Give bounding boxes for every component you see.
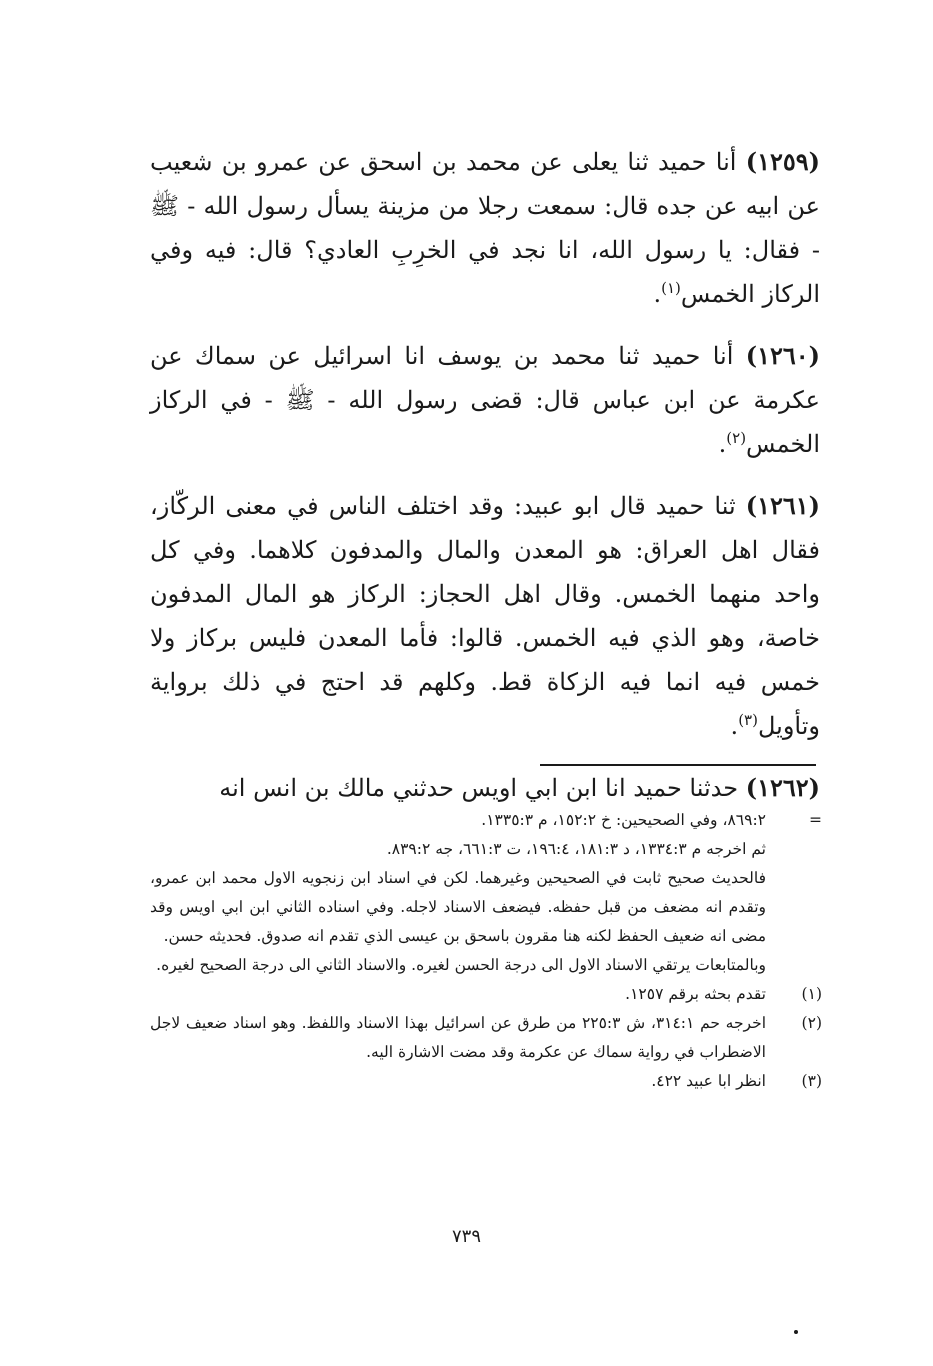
hadith-text: أنا حميد ثنا محمد بن يوسف انا اسرائيل عن سماك عن عكرمة عن ابن عباس قال: قضى رسول الله - ﷺ - في الركاز الخمس xyxy=(150,342,820,458)
footnote-marker: (١) xyxy=(801,985,822,1003)
footnote-continuation xyxy=(150,806,822,835)
page-number: ٧٣٩ xyxy=(451,1226,481,1247)
footnote-marker xyxy=(766,951,822,980)
hadith-text: أنا حميد ثنا يعلى عن محمد بن اسحق عن عمرو بن شعيب عن ابيه عن جده قال: سمعت رجلا من مزينة يسأل رسول الله - ﷺ - فقال: يا رسول الله، انا نجد في الخرِبِ العادي؟ قال: فيه وفي الركاز الخمس xyxy=(150,148,820,308)
footnote-continuation xyxy=(150,835,822,864)
hadith-text: ثنا حميد قال ابو عبيد: وقد اختلف الناس في معنى الركّاز، فقال اهل العراق: هو المعدن والمال والمدفون كلاهما. وفي كل واحد منهما الخمس. وقال اهل الحجاز: الركاز هو المال المدفون خاصة، وهو الذي فيه الخمس. قالوا: فأما المعدن فليس بركاز ولا خمس فيه انما فيه الزكاة قط. وكلهم قد احتج في ذلك برواية وتأويل xyxy=(150,492,821,740)
footnote-ref: (١) xyxy=(661,279,681,297)
hadith-number: (١٢٦١) xyxy=(745,491,821,520)
footnote-text: اخرجه حم ٣١٤:١، ش ٢٢٥:٣ من طرق عن اسرائيل بهذا الاسناد واللفظ. وهو اسناد ضعيف لاجل الاضطراب في رواية سماك عن عكرمة وقد مضت الاشارة اليه. xyxy=(150,1014,766,1061)
stray-mark xyxy=(794,1330,798,1334)
footnote-marker: = xyxy=(809,811,822,829)
footnote-ref: (٢) xyxy=(726,429,747,447)
footnote-continuation xyxy=(150,951,822,980)
hadith-1260 xyxy=(150,334,820,466)
footnote-ref: (٣) xyxy=(738,711,758,729)
footnote-3 xyxy=(150,1067,822,1096)
hadith-end: . xyxy=(730,712,739,740)
footnote-text: انظر ابا عبيد ٤٢٢. xyxy=(651,1072,766,1090)
footnote-text: وبالمتابعات يرتقي الاسناد الاول الى درجة الحسن لغيره. والاسناد الثاني الى درجة الصحيح لغيره. xyxy=(156,956,766,974)
footnote-marker xyxy=(766,864,822,951)
main-text xyxy=(150,140,820,828)
footnote-text: ٨٦٩:٢، وفي الصحيحين: خ ١٥٢:٢، م ١٣٣٥:٣. xyxy=(481,811,766,829)
footnote-marker: (٢) xyxy=(801,1014,822,1032)
footnote-text: تقدم بحثه برقم ١٢٥٧. xyxy=(625,985,766,1003)
footnote-1 xyxy=(150,980,822,1009)
footnote-text: فالحديث صحيح ثابت في الصحيحين وغيرهما. لكن في اسناد ابن زنجويه الاول محمد ابن عمرو، وتقدم انه مضعف من قبل حفظه. فيضعف الاسناد لاجله. وفي اسناده الثاني ابن ابي اويس وقد مضى انه ضعيف الحفظ لكنه هنا مقرون باسحق بن عيسى الذي تقدم انه صدوق. فحديثه حسن. xyxy=(150,869,766,945)
hadith-end: . xyxy=(718,430,727,458)
hadith-end: . xyxy=(653,280,662,308)
footnote-text: ثم اخرجه م ١٣٣٤:٣، د ١٨١:٣، ١٩٦:٤، ت ٦٦١:٣، جه ٨٣٩:٢. xyxy=(386,840,766,858)
hadith-text: حدثنا حميد انا ابن ابي اويس حدثني مالك بن انس انه xyxy=(219,774,746,802)
footnotes xyxy=(150,806,822,1096)
hadith-number: (١٢٦٢) xyxy=(745,773,820,802)
footnote-separator xyxy=(540,764,816,766)
footnote-marker xyxy=(766,835,822,864)
hadith-1262 xyxy=(150,766,820,810)
footnote-continuation xyxy=(150,864,822,951)
hadith-1259 xyxy=(150,140,820,316)
hadith-1261 xyxy=(150,484,820,748)
hadith-number: (١٢٦٠) xyxy=(745,341,820,370)
footnote-marker: (٣) xyxy=(801,1072,822,1090)
footnote-2 xyxy=(150,1009,822,1067)
hadith-number: (١٢٥٩) xyxy=(745,147,820,176)
